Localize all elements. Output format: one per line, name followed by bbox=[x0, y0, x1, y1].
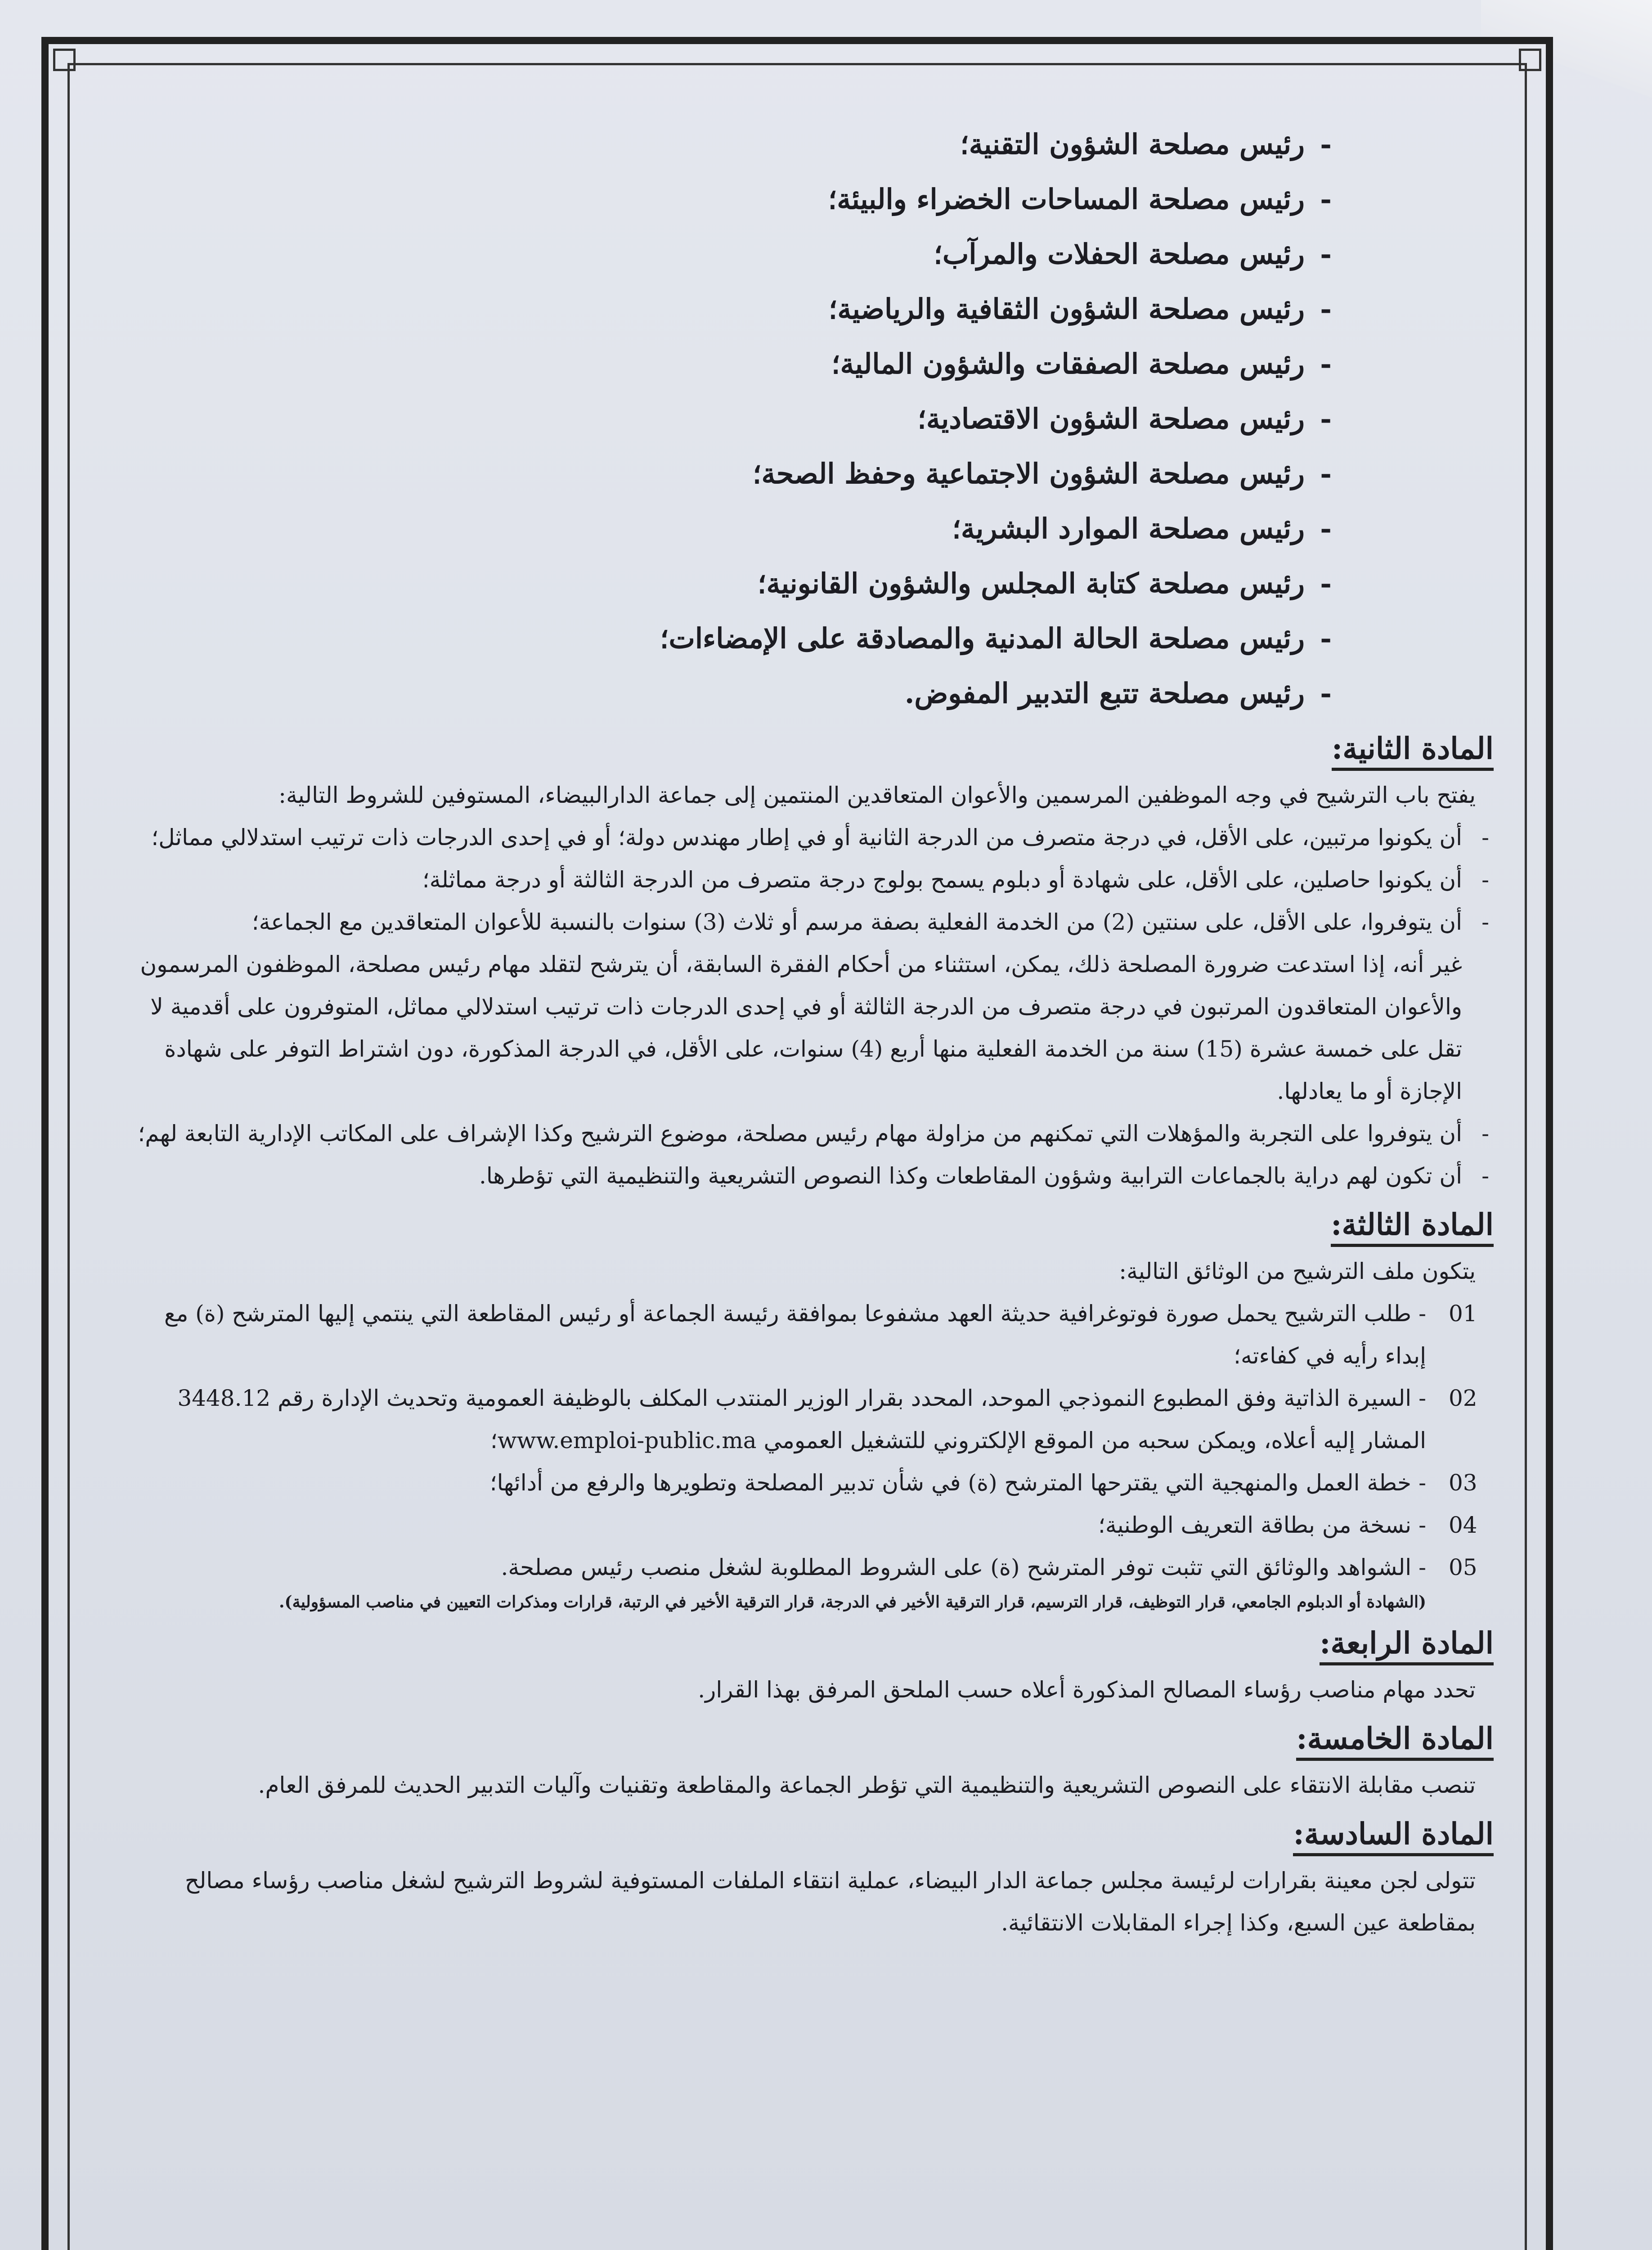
list-item: 04 -نسخة من بطاقة التعريف الوطنية؛ bbox=[117, 1504, 1426, 1546]
list-item: - أن يتوفروا، على الأقل، على سنتين (2) من الخدمة الفعلية بصفة مرسم أو ثلاث (3) سنوات بالنسبة للأعوان المتعاقدين مع الجماعة؛ bbox=[117, 901, 1462, 943]
article-3-heading: المادة الثالثة: bbox=[117, 1207, 1494, 1242]
conditions-list bbox=[117, 816, 1494, 943]
list-item: - رئيس مصلحة المساحات الخضراء والبيئة؛ bbox=[117, 172, 1305, 227]
list-item: - أن تكون لهم دراية بالجماعات الترابية وشؤون المقاطعات وكذا النصوص التشريعية والتنظيمية التي تؤطرها. bbox=[117, 1155, 1462, 1197]
document-body bbox=[117, 117, 1494, 1944]
list-item: - رئيس مصلحة الشؤون الثقافية والرياضية؛ bbox=[117, 282, 1305, 337]
list-item: 05 -الشواهد والوثائق التي تثبت توفر المترشح (ة) على الشروط المطلوبة لشغل منصب رئيس مصلحة. bbox=[117, 1546, 1426, 1588]
article-4-heading: المادة الرابعة: bbox=[117, 1625, 1494, 1660]
article-6-heading: المادة السادسة: bbox=[117, 1816, 1494, 1851]
list-item: - رئيس مصلحة تتبع التدبير المفوض. bbox=[117, 666, 1305, 721]
list-item: 01 -طلب الترشيح يحمل صورة فوتوغرافية حديثة العهد مشفوعا بموافقة رئيسة الجماعة أو رئيس المقاطعة التي ينتمي إليها المترشح (ة) مع إبداء رأيه في كفاءته؛ bbox=[117, 1292, 1426, 1377]
frame-corner bbox=[1519, 49, 1541, 71]
item-number: 01 bbox=[1449, 1300, 1477, 1327]
list-item: - أن يكونوا حاصلين، على الأقل، على شهادة أو دبلوم يسمح بولوج درجة متصرف من الدرجة الثالثة أو درجة مماثلة؛ bbox=[117, 859, 1462, 901]
list-item: - رئيس مصلحة الشؤون الاجتماعية وحفظ الصحة؛ bbox=[117, 446, 1305, 501]
item-number: 05 bbox=[1449, 1554, 1477, 1580]
article-5-text: تنصب مقابلة الانتقاء على النصوص التشريعية والتنظيمية التي تؤطر الجماعة والمقاطعة وتقنيات وآليات التدبير الحديث للمرفق العام. bbox=[258, 1772, 1476, 1798]
item-number: 04 bbox=[1449, 1512, 1477, 1538]
services-list bbox=[117, 117, 1494, 721]
list-item: - رئيس مصلحة الموارد البشرية؛ bbox=[117, 501, 1305, 556]
list-item: - رئيس مصلحة الشؤون الاقتصادية؛ bbox=[117, 392, 1305, 446]
list-item: - أن يتوفروا على التجربة والمؤهلات التي تمكنهم من مزاولة مهام رئيس مصلحة، موضوع الترشيح وكذا الإشراف على المكاتب الإدارية التابعة لهم؛ bbox=[117, 1112, 1462, 1155]
list-item: - رئيس مصلحة الشؤون التقنية؛ bbox=[117, 117, 1305, 172]
list-item: - رئيس مصلحة الحالة المدنية والمصادقة على الإمضاءات؛ bbox=[117, 611, 1305, 666]
article-2-intro: يفتح باب الترشيح في وجه الموظفين المرسمين والأعوان المتعاقدين المنتمين إلى جماعة الدارالبيضاء، المستوفين للشروط التالية: bbox=[278, 782, 1476, 808]
list-item: - رئيس مصلحة كتابة المجلس والشؤون القانونية؛ bbox=[117, 556, 1305, 611]
article-3-intro: يتكون ملف الترشيح من الوثائق التالية: bbox=[1119, 1258, 1476, 1284]
list-item: - أن يكونوا مرتبين، على الأقل، في درجة متصرف من الدرجة الثانية أو في إطار مهندس دولة؛ أو في إحدى الدرجات ذات ترتيب استدلالي مماثل؛ bbox=[117, 816, 1462, 859]
item-number: 03 bbox=[1449, 1470, 1477, 1496]
article-4-text: تحدد مهام مناصب رؤساء المصالح المذكورة أعلاه حسب الملحق المرفق بهذا القرار. bbox=[698, 1677, 1476, 1703]
list-item: - رئيس مصلحة الصفقات والشؤون المالية؛ bbox=[117, 337, 1305, 392]
documents-note: (الشهادة أو الدبلوم الجامعي، قرار التوظيف، قرار الترسيم، قرار الترقية الأخير في الدرجة، قرار الترقية الأخير في الرتبة، قرارات ومذكرات التعيين في مناصب المسؤولية). bbox=[279, 1593, 1426, 1611]
article-6-text: تتولى لجن معينة بقرارات لرئيسة مجلس جماعة الدار البيضاء، عملية انتقاء الملفات المستوفية لشروط الترشيح لشغل مناصب رؤساء مصالح بمقاطعة عين السبع، وكذا إجراء المقابلات الانتقائية. bbox=[184, 1868, 1476, 1936]
list-item: 03 -خطة العمل والمنهجية التي يقترحها المترشح (ة) في شأن تدبير المصلحة وتطويرها والرفع من أدائها؛ bbox=[117, 1462, 1426, 1504]
article-2-heading: المادة الثانية: bbox=[117, 731, 1494, 766]
frame-corner bbox=[53, 49, 76, 71]
item-number: 02 bbox=[1449, 1385, 1477, 1411]
list-item: 02 -السيرة الذاتية وفق المطبوع النموذجي الموحد، المحدد بقرار الوزير المنتدب المكلف بالوظيفة العمومية وتحديث الإدارة رقم 3448.12 المشار إليه أعلاه، ويمكن سحبه من الموقع الإلكتروني للتشغيل العمومي www.emploi-public.ma؛ bbox=[117, 1377, 1426, 1462]
documents-list bbox=[117, 1292, 1494, 1588]
article-5-heading: المادة الخامسة: bbox=[117, 1721, 1494, 1756]
list-item: - رئيس مصلحة الحفلات والمرآب؛ bbox=[117, 227, 1305, 282]
exception-paragraph: غير أنه، إذا استدعت ضرورة المصلحة ذلك، يمكن، استثناء من أحكام الفقرة السابقة، أن يترشح لتقلد مهام رئيس مصلحة، الموظفون المرسمون والأعوان المتعاقدون المرتبون في درجة متصرف من الدرجة الثالثة أو في إحدى الدرجات ذات ترتيب استدلالي مماثل، المتوفرون على أقدمية لا تقل على خمسة عشرة (15) سنة من الخدمة الفعلية منها أربع (4) سنوات، على الأقل، في الدرجة المذكورة، دون اشتراط التوفر على شهادة الإجازة أو ما يعادلها. bbox=[140, 951, 1462, 1104]
conditions-list-2 bbox=[117, 1112, 1494, 1197]
